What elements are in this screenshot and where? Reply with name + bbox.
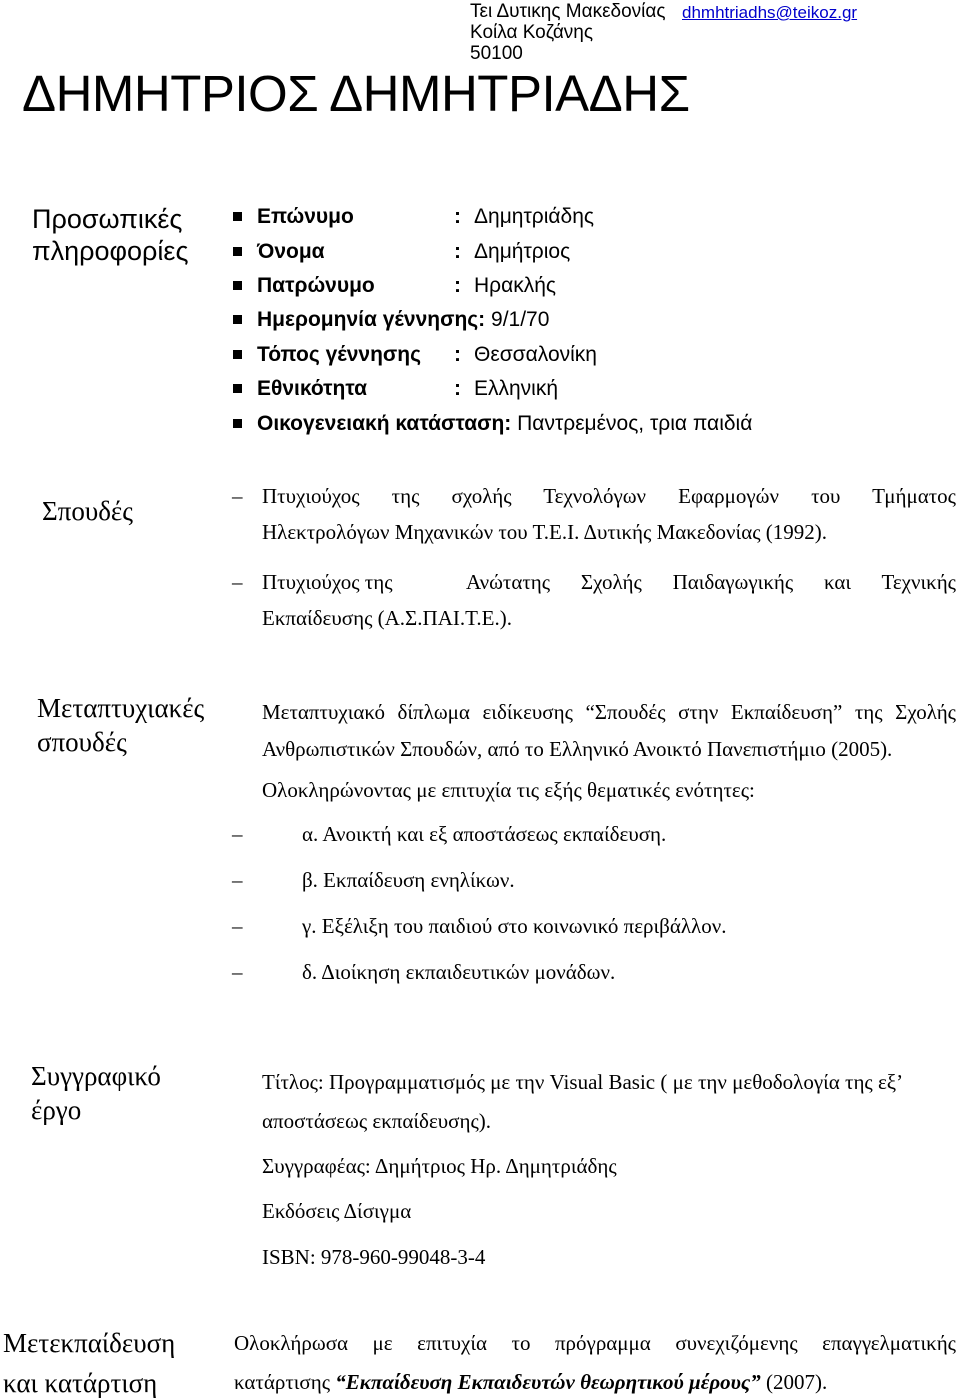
info-label: Τόπος γέννησης <box>257 343 422 366</box>
book-publisher: Εκδόσεις Δίσιγμα <box>262 1199 412 1223</box>
section-title-writing-2: έργο <box>31 1095 82 1125</box>
section-title-studies: Σπουδές <box>42 496 133 526</box>
info-label: Επώνυμο <box>257 205 354 228</box>
info-item-birthdate <box>233 308 833 332</box>
studies-item-2-line-1b: Ανώτατης Σχολής Παιδαγωγικής και Τεχνικής <box>466 570 956 594</box>
section-title-postgrad-2: σπουδές <box>37 727 127 757</box>
training-line-1: Ολοκλήρωσα με επιτυχία το πρόγραμμα συνεχιζόμενης επαγγελματικής <box>234 1331 956 1355</box>
section-title-writing-1: Συγγραφικό <box>31 1061 161 1091</box>
dash-bullet: – <box>232 914 243 938</box>
module-item: δ. Διοίκηση εκπαιδευτικών μονάδων. <box>302 960 616 984</box>
book-author: Συγγραφέας: Δημήτριος Ηρ. Δημητριάδης <box>262 1154 617 1178</box>
info-sep: : <box>454 343 461 366</box>
info-item-fathers-name <box>233 274 833 298</box>
address-line-1: Τει Δυτικης Μακεδονίας <box>470 1 666 22</box>
section-title-training-1: Μετεκπαίδευση <box>3 1328 176 1358</box>
training-line-2-suffix: (2007). <box>760 1370 828 1394</box>
dash-bullet: – <box>232 822 243 846</box>
bullet-square-icon <box>233 350 242 359</box>
info-label: Ημερομηνία γέννησης: <box>257 308 486 331</box>
module-item: β. Εκπαίδευση ενηλίκων. <box>302 868 515 892</box>
info-value: Δημητριάδης <box>474 205 595 228</box>
module-item: γ. Εξέλιξη του παιδιού στο κοινωνικό περιβάλλον. <box>302 914 727 938</box>
module-item: α. Ανοικτή και εξ αποστάσεως εκπαίδευση. <box>302 822 667 846</box>
address-line-3: 50100 <box>470 43 523 64</box>
training-line-2-prefix: κατάρτισης <box>234 1370 336 1394</box>
info-item-marital-status <box>233 412 833 436</box>
section-title-postgrad-1: Μεταπτυχιακές <box>37 693 205 723</box>
bullet-square-icon <box>233 247 242 256</box>
training-line-2 <box>234 1370 827 1394</box>
bullet-square-icon <box>233 419 242 428</box>
info-label: Όνομα <box>257 240 325 263</box>
bullet-square-icon <box>233 384 242 393</box>
info-item-firstname <box>233 240 833 264</box>
postgrad-line-1: Μεταπτυχιακό δίπλωμα ειδίκευσης “Σπουδές στην Εκπαίδευση” της Σχολής <box>262 700 956 724</box>
info-label: Οικογενειακή κατάσταση: <box>257 412 512 435</box>
bullet-square-icon <box>233 281 242 290</box>
info-label: Πατρώνυμο <box>257 274 375 297</box>
book-title-line-2: αποστάσεως εκπαίδευσης). <box>262 1109 492 1133</box>
info-item-birthplace <box>233 343 833 367</box>
dash-bullet: – <box>232 570 243 594</box>
studies-item-1-line-2: Ηλεκτρολόγων Μηχανικών του Τ.Ε.Ι. Δυτικής Μακεδονίας (1992). <box>262 520 828 544</box>
email[interactable] <box>682 3 857 23</box>
info-sep: : <box>454 377 461 400</box>
info-sep: : <box>454 240 461 263</box>
section-title-personal-2: πληροφορίες <box>32 236 189 266</box>
dash-bullet: – <box>232 960 243 984</box>
info-value: 9/1/70 <box>491 308 550 331</box>
info-sep: : <box>454 274 461 297</box>
training-program-title: “Εκπαίδευση Εκπαιδευτών θεωρητικού μέρους” <box>335 1370 761 1394</box>
dash-bullet: – <box>232 484 243 508</box>
info-sep: : <box>454 205 461 228</box>
section-title-training-2: και κατάρτιση <box>3 1368 158 1398</box>
bullet-square-icon <box>233 212 242 221</box>
address-line-2: Κοίλα Κοζάνης <box>470 22 594 43</box>
info-value: Ελληνική <box>474 377 559 400</box>
book-title-line-1: Τίτλος: Προγραμματισμός με την Visual Basic ( με την μεθοδολογία της εξ’ <box>262 1070 904 1094</box>
info-item-nationality <box>233 377 833 401</box>
info-value: Ηρακλής <box>474 274 557 297</box>
postgrad-line-2: Ανθρωπιστικών Σπουδών, από το Ελληνικό Ανοικτό Πανεπιστήμιο (2005). <box>262 737 893 761</box>
studies-item-1-line-1: Πτυχιούχος της σχολής Τεχνολόγων Εφαρμογών του Τμήματος <box>262 484 956 508</box>
dash-bullet: – <box>232 868 243 892</box>
bullet-square-icon <box>233 315 242 324</box>
section-title-personal-1: Προσωπικές <box>32 204 183 234</box>
info-value: Δημήτριος <box>474 240 571 263</box>
page-title: ΔΗΜΗΤΡΙΟΣ ΔΗΜΗΤΡΙΑΔΗΣ <box>22 65 690 122</box>
studies-item-2-line-2: Εκπαίδευσης (Α.Σ.ΠΑΙ.Τ.Ε.). <box>262 606 512 630</box>
email-link[interactable]: dhmhtriadhs@teikoz.gr <box>682 3 858 22</box>
info-value: Παντρεμένος, τρια παιδιά <box>517 412 753 435</box>
info-item-surname <box>233 205 833 229</box>
studies-item-2-line-1a: Πτυχιούχος της <box>262 570 393 594</box>
info-label: Εθνικότητα <box>257 377 368 400</box>
info-value: Θεσσαλονίκη <box>474 343 597 366</box>
book-isbn: ISBN: 978-960-99048-3-4 <box>262 1245 486 1269</box>
postgrad-line-3: Ολοκληρώνοντας με επιτυχία τις εξής θεματικές ενότητες: <box>262 778 755 802</box>
